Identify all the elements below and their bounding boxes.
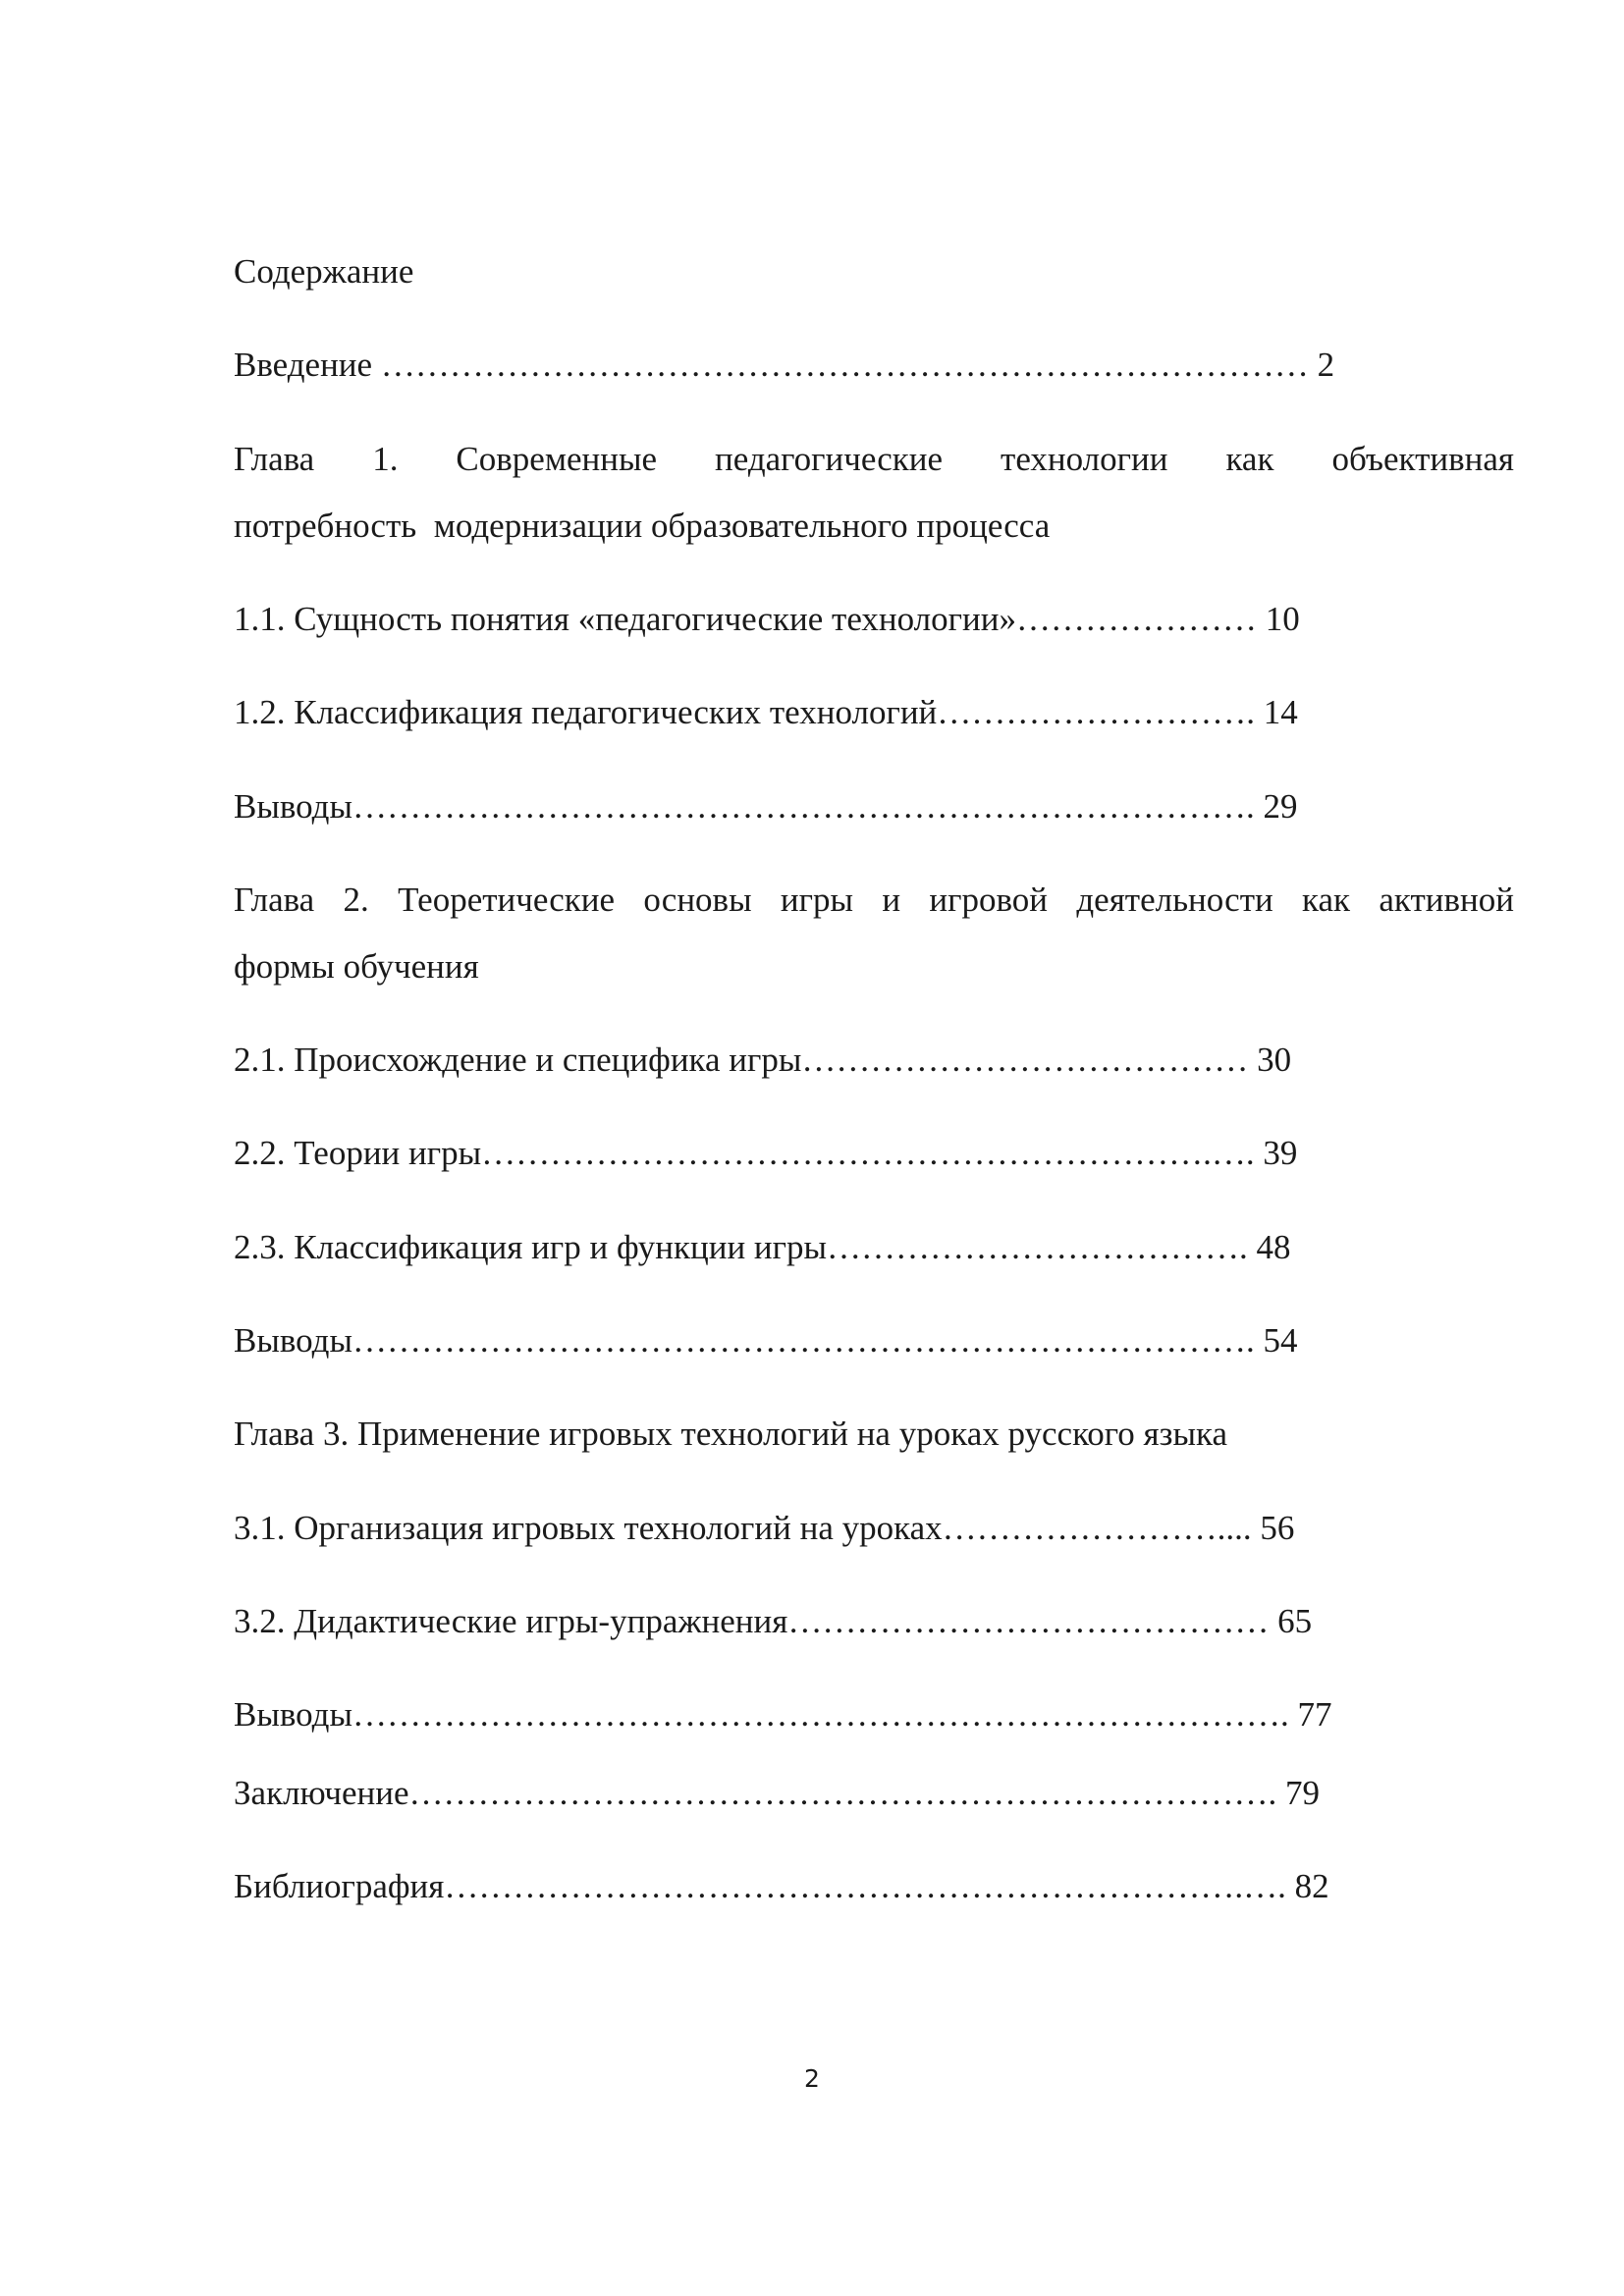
toc-entry-section-2-1: 2.1. Происхождение и специфика игры………………………………… 30: [234, 1041, 1292, 1079]
toc-entry-section-1-1: 1.1. Сущность понятия «педагогические технологии»………………… 10: [234, 600, 1300, 638]
toc-entry-section-2-2: 2.2. Теории игры……………………………………………………….…. 39: [234, 1134, 1298, 1172]
toc-entry-bibliography: Библиография…………………………………………………………….…. 82: [234, 1867, 1329, 1905]
toc-entry-chapter-2-line-2: формы обучения: [234, 947, 479, 986]
toc-entry-chapter-1-line-2: потребность модернизации образовательного процесса: [234, 507, 1051, 545]
toc-heading: Содержание: [234, 252, 414, 291]
toc-entry-section-3-2: 3.2. Дидактические игры-упражнения…………………………………… 65: [234, 1602, 1313, 1640]
toc-entry-chapter-1-line-1: Глава 1. Современные педагогические технологии как объективная: [234, 440, 1514, 478]
toc-entry-conclusion: Заключение…………………………………………………………………. 79: [234, 1774, 1320, 1812]
toc-entry-chapter-3: Глава 3. Применение игровых технологий на уроках русского языка: [234, 1415, 1227, 1453]
toc-entry-conclusions-1: Выводы……………………………………………………………………. 29: [234, 787, 1298, 826]
toc-entry-introduction: Введение ……………………………………………………………………… 2: [234, 346, 1335, 384]
page-number: 2: [804, 2064, 820, 2093]
toc-entry-section-3-1: 3.1. Организация игровых технологий на уроках…………………….... 56: [234, 1509, 1295, 1547]
toc-entry-conclusions-3: Выводы………………………………………………………………………. 77: [234, 1695, 1332, 1734]
toc-entry-chapter-2-line-1: Глава 2. Теоретические основы игры и игровой деятельности как активной: [234, 881, 1514, 919]
toc-entry-section-1-2: 1.2. Классификация педагогических технологий………………………. 14: [234, 693, 1298, 731]
toc-entry-section-2-3: 2.3. Классификация игр и функции игры………………………………. 48: [234, 1228, 1291, 1266]
toc-entry-conclusions-2: Выводы……………………………………………………………………. 54: [234, 1321, 1298, 1360]
